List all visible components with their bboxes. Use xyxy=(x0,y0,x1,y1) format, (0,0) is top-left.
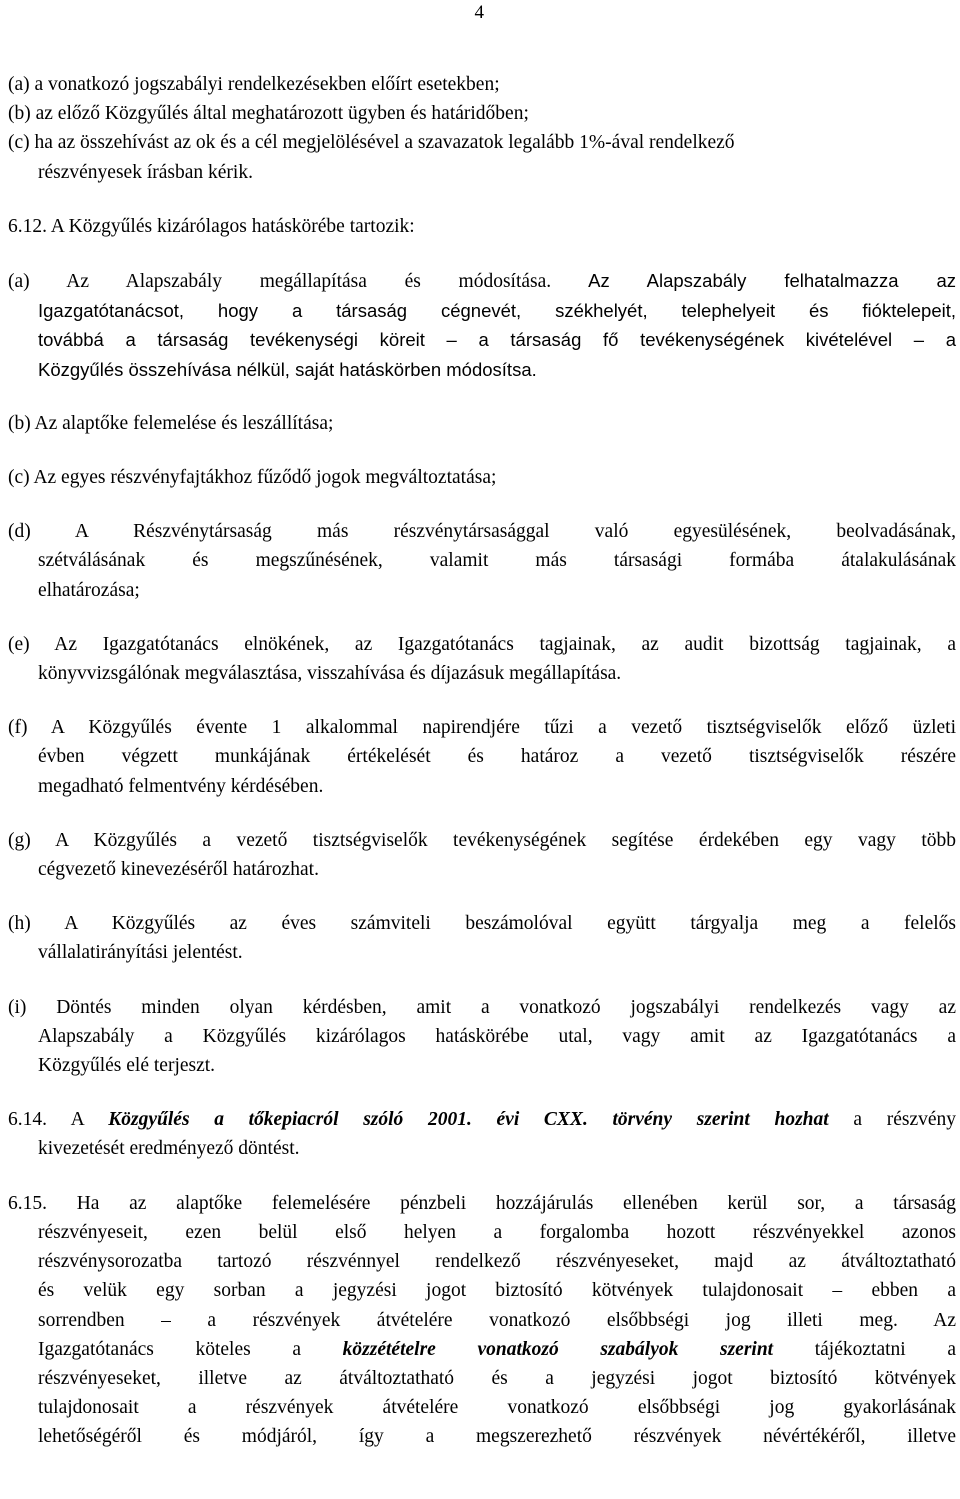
section-6-12 xyxy=(0,212,956,241)
section-6-15-emphasis: közzétételre vonatkozó szabályok szerint xyxy=(342,1338,774,1360)
item-d-line: szétválásának és megszűnésének, valamit más társasági formába átalakulásának xyxy=(38,550,956,572)
page-number: 4 xyxy=(474,2,484,23)
item-a-line-2: Igazgatótanácsot, hogy a társaság cégnevét, székhelyét, telephelyeit és fióktelepeit, xyxy=(38,300,956,322)
document-body xyxy=(0,70,956,1477)
item-f-line: megadható felmentvény kérdésében. xyxy=(38,775,324,797)
item-h-line: (h) A Közgyűlés az éves számviteli beszámolóval együtt tárgyalja meg a felelős xyxy=(8,913,956,935)
section-heading: 6.12. A Közgyűlés kizárólagos hatáskörébe tartozik: xyxy=(8,215,415,237)
section-6-14-emphasis: Közgyűlés a tőkepiacról szóló 2001. évi CXX. törvény szerint hozhat xyxy=(108,1109,829,1131)
item-a-title: (a) Az Alapszabály megállapítása és módosítása. xyxy=(8,271,552,293)
section-6-15-line: tulajdonosait a részvények átvételére vonatkozó elsőbbségi jog gyakorlásának xyxy=(38,1397,956,1419)
item-h xyxy=(0,909,956,967)
item-g xyxy=(0,826,956,884)
item-i-line: (i) Döntés minden olyan kérdésben, amit a vonatkozó jogszabályi rendelkezés vagy az xyxy=(8,996,956,1018)
section-6-15-line: részvényeseket, illetve az átváltoztatható és a jegyzési jogot biztosító kötvények xyxy=(38,1367,956,1389)
item-f-line: évben végzett munkájának értékelését és határoz a vezető tisztségviselők részére xyxy=(38,746,956,768)
item-a-line-1 xyxy=(0,266,956,296)
item-e-line: könyvvizsgálónak megválasztása, visszahívása és díjazásuk megállapítása. xyxy=(38,663,622,685)
section-6-15-line: 6.15. Ha az alaptőke felemelésére pénzbeli hozzájárulás ellenében kerül sor, a társaság xyxy=(8,1192,956,1214)
list-item: (b) az előző Közgyűlés által meghatározott ügyben és határidőben; xyxy=(8,103,529,125)
section-6-14-line-2: kivezetését eredményező döntést. xyxy=(38,1138,300,1160)
item-f xyxy=(0,713,956,801)
item-c-text: (c) Az egyes részvényfajtákhoz fűződő jogok megváltoztatása; xyxy=(8,467,497,489)
list-item: részvényesek írásban kérik. xyxy=(38,161,253,183)
section-6-15-line: és velük egy sorban a jegyzési jogot biztosító kötvények tulajdonosait – ebben a xyxy=(38,1280,956,1302)
section-6-15-line: részvényeseit, ezen belül első helyen a forgalomba hozott részvényekkel azonos xyxy=(38,1221,956,1243)
item-e xyxy=(0,630,956,688)
item-a xyxy=(0,266,956,384)
list-item: (c) ha az összehívást az ok és a cél megjelölésével a szavazatok legalább 1%-ával rendelkező xyxy=(8,132,735,154)
section-6-14-line-1 xyxy=(0,1105,956,1134)
section-6-15-line: sorrendben – a részvények átvételére vonatkozó elsőbbségi jog illeti meg. Az xyxy=(38,1309,956,1331)
item-h-line: vállalatirányítási jelentést. xyxy=(38,942,243,964)
item-a-authorization: Az Alapszabály felhatalmazza az xyxy=(551,270,956,292)
item-a-line-3: továbbá a társaság tevékenységi köreit – a társaság fő tevékenységének kivételével – a xyxy=(38,329,956,351)
item-b xyxy=(0,409,956,438)
item-d xyxy=(0,517,956,605)
item-g-line: cégvezető kinevezéséről határozhat. xyxy=(38,859,319,881)
item-d-line: (d) A Részvénytársaság más részvénytársasággal való egyesülésének, beolvadásának, xyxy=(8,521,956,543)
item-e-line: (e) Az Igazgatótanács elnökének, az Igazgatótanács tagjainak, az audit bizottság tagjainak, a xyxy=(8,633,956,655)
item-b-text: (b) Az alaptőke felemelése és leszállítása; xyxy=(8,412,334,434)
item-d-line: elhatározása; xyxy=(38,579,140,601)
section-6-15-line: részvénysorozatba tartozó részvénnyel rendelkező részvényeseket, majd az átváltoztatható xyxy=(38,1251,956,1273)
item-g-line: (g) A Közgyűlés a vezető tisztségviselők tevékenységének segítése érdekében egy vagy több xyxy=(8,829,956,851)
list-item: (a) a vonatkozó jogszabályi rendelkezésekben előírt esetekben; xyxy=(8,74,500,95)
section-6-14 xyxy=(0,1105,956,1163)
item-c xyxy=(0,463,956,492)
section-6-14-prefix: 6.14. A xyxy=(8,1109,109,1131)
item-i xyxy=(0,993,956,1081)
item-a-line-4: Közgyűlés összehívása nélkül, saját hatáskörben módosítsa. xyxy=(38,358,537,380)
item-f-line: (f) A Közgyűlés évente 1 alkalommal napirendjére tűzi a vezető tisztségviselők előző üzleti xyxy=(8,717,956,739)
item-i-line: Alapszabály a Közgyűlés kizárólagos hatáskörébe utal, vagy amit az Igazgatótanács a xyxy=(38,1025,956,1047)
section-6-15-line-6 xyxy=(0,1335,956,1364)
item-i-line: Közgyűlés elé terjeszt. xyxy=(38,1055,216,1077)
section-6-15-line-6-suffix: tájékoztatni a xyxy=(773,1338,956,1360)
section-6-15 xyxy=(0,1189,956,1452)
intro-list xyxy=(0,70,956,187)
section-6-14-suffix: a részvény xyxy=(828,1109,956,1131)
section-6-15-line-6-prefix: Igazgatótanács köteles a xyxy=(38,1338,343,1360)
section-6-15-line: lehetőségéről és módjáról, így a megszerezhető részvények névértékéről, illetve xyxy=(38,1426,956,1448)
